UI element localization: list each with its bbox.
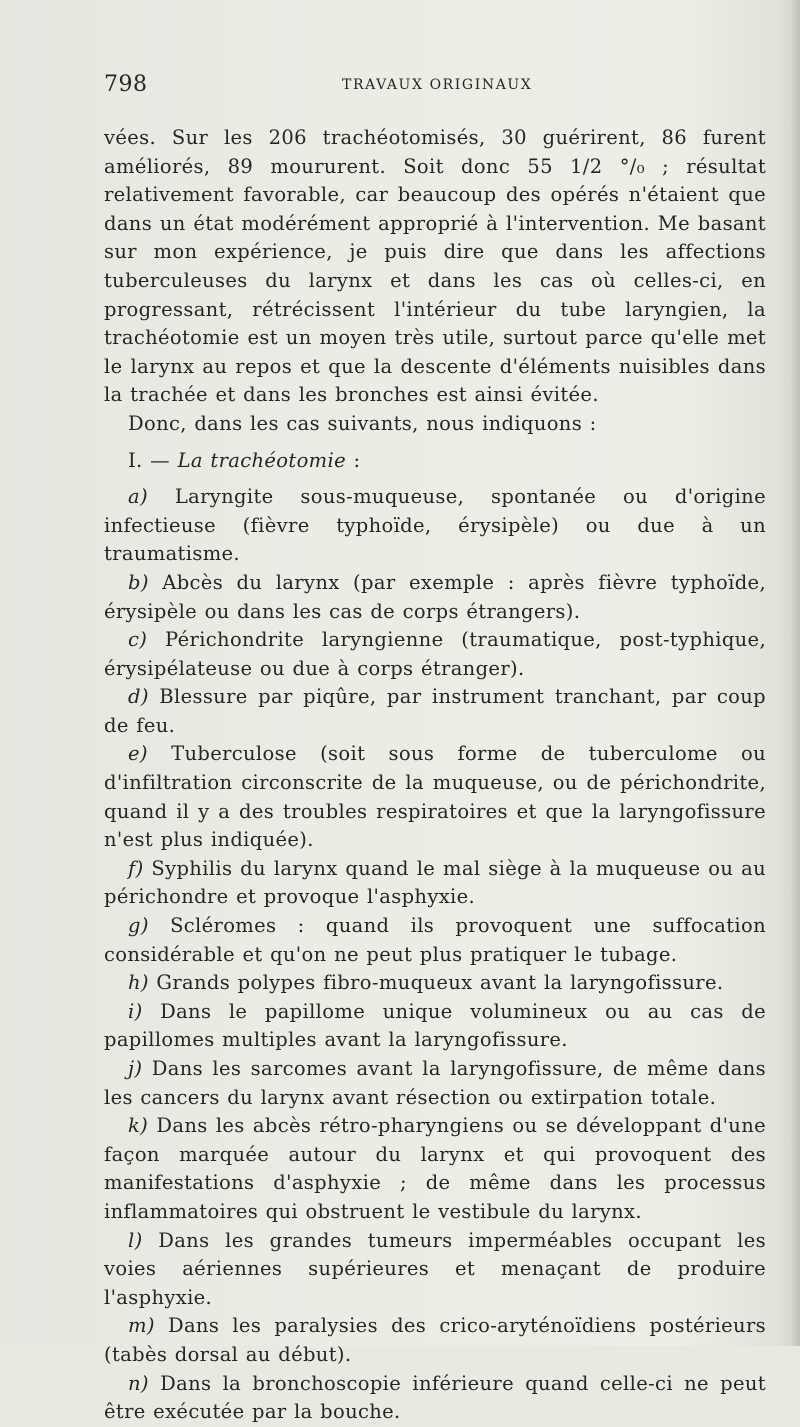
list-item — [104, 1112, 766, 1226]
list-item — [104, 998, 766, 1055]
item-letter: i) — [128, 999, 143, 1023]
item-letter: b) — [128, 570, 149, 594]
item-letter: d) — [128, 685, 149, 709]
section-heading — [104, 447, 766, 476]
list-item — [104, 912, 766, 969]
page-number: 798 — [104, 72, 148, 97]
paragraph-intro: vées. Sur les 206 trachéotomisés, 30 guérirent, 86 furent améliorés, 89 moururent. Soit donc 55 1/2 °/₀ ; résultat relativement favorable, car beaucoup des opérés n'étaient que dans un état modérément approprié à l'intervention. Me basant sur mon expérience, je puis dire que dans les affections tuberculeuses du larynx et dans les cas où celles-ci, en progressant, rétrécissent l'intérieur du tube laryngien, la trachéotomie est un moyen très utile, surtout parce qu'elle met le larynx au repos et que la descente d'éléments nuisibles dans la trachée et dans les bronches est ainsi évitée. — [104, 126, 766, 407]
section-number: I. — — [128, 448, 170, 472]
item-letter: g) — [128, 914, 149, 938]
item-text: Blessure par piqûre, par instrument tranchant, par coup de feu. — [104, 685, 766, 737]
item-letter: h) — [128, 971, 149, 995]
item-text: Périchondrite laryngienne (traumatique, post-typhique, érysipélateuse ou due à corps étranger). — [104, 628, 766, 680]
item-text: Laryngite sous-muqueuse, spontanée ou d'origine infectieuse (fièvre typhoïde, érysipèle) ou due à un traumatisme. — [104, 485, 766, 566]
item-text: Dans les grandes tumeurs imperméables occupant les voies aériennes supérieures et menaçant de produire l'asphyxie. — [104, 1228, 766, 1309]
item-letter: l) — [128, 1228, 143, 1252]
item-letter: a) — [128, 485, 148, 509]
item-text: Dans le papillome unique volumineux ou au cas de papillomes multiples avant la laryngofissure. — [104, 999, 766, 1052]
list-item — [104, 1312, 766, 1369]
item-letter: m) — [128, 1314, 155, 1338]
item-letter: c) — [128, 628, 148, 652]
list-item — [104, 1055, 766, 1112]
item-text: Dans les sarcomes avant la laryngofissure, de même dans les cancers du larynx avant résection ou extirpation totale. — [104, 1057, 766, 1109]
page-edge-shadow — [790, 0, 800, 1346]
item-text: Syphilis du larynx quand le mal siège à la muqueuse ou au périchondre et provoque l'asphyxie. — [104, 856, 766, 909]
item-text: Dans la bronchoscopie inférieure quand celle-ci ne peut être exécutée par la bouche. — [104, 1371, 766, 1424]
list-item — [104, 969, 766, 998]
item-text: Scléromes : quand ils provoquent une suffocation considérable et qu'on ne peut plus pratiquer le tubage. — [104, 914, 766, 966]
list-item — [104, 740, 766, 854]
running-title: TRAVAUX ORIGINAUX — [342, 77, 533, 93]
list-item — [104, 626, 766, 683]
item-letter: f) — [128, 856, 144, 880]
item-letter: n) — [128, 1371, 149, 1395]
item-text: Tuberculose (soit sous forme de tuberculome ou d'infiltration circonscrite de la muqueuse, ou de périchondrite, quand il y a des troubles respiratoires et que la laryngofissure n'est plus indiquée). — [104, 742, 766, 852]
section-colon: : — [345, 448, 361, 472]
item-text: Dans les abcès rétro-pharyngiens ou se développant d'une façon marquée autour du larynx et qui provoquent des manifestations d'asphyxie ; de même dans les processus inflammatoires qui obstruent le vestibule du larynx. — [104, 1114, 766, 1223]
list-item — [104, 569, 766, 626]
section-title: La trachéotomie — [177, 448, 346, 472]
list-item — [104, 483, 766, 569]
list-item — [104, 1370, 766, 1427]
list-item — [104, 855, 766, 912]
body-text — [104, 124, 766, 1427]
paragraph-indications: Donc, dans les cas suivants, nous indiquons : — [128, 411, 597, 435]
item-text: Grands polypes fibro-muqueux avant la laryngofissure. — [148, 971, 724, 995]
item-text: Dans les paralysies des crico-aryténoïdiens postérieurs (tabès dorsal au début). — [104, 1314, 766, 1366]
item-letter: j) — [128, 1057, 143, 1080]
item-letter: k) — [128, 1114, 149, 1138]
list-item — [104, 683, 766, 740]
item-text: Abcès du larynx (par exemple : après fièvre typhoïde, érysipèle ou dans les cas de corps étrangers). — [104, 570, 766, 623]
page-header — [104, 72, 764, 102]
item-letter: e) — [128, 742, 148, 766]
list-item — [104, 1227, 766, 1313]
